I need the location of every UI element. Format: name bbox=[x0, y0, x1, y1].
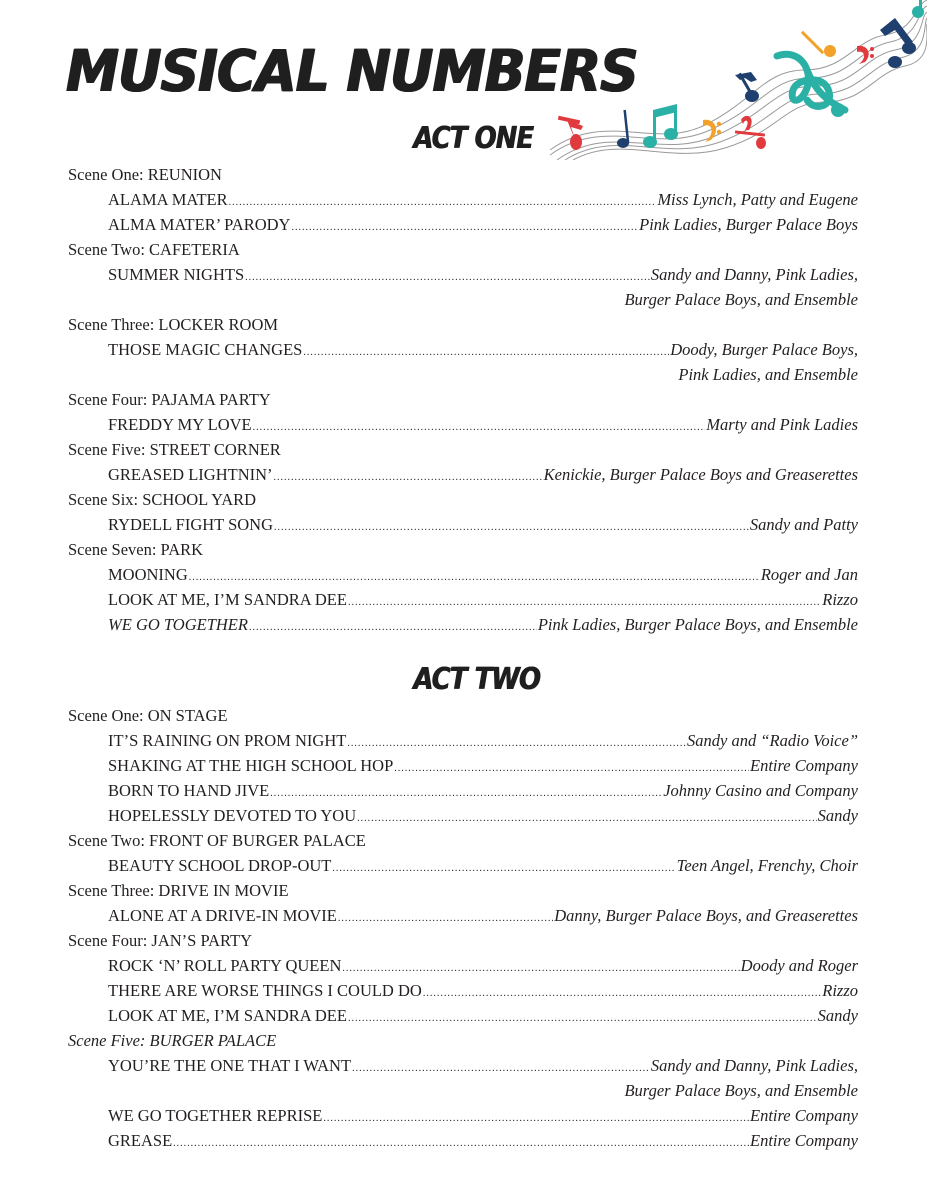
song-performers: Entire Company bbox=[750, 756, 858, 775]
song-title: LOOK AT ME, I’M SANDRA DEE bbox=[108, 590, 347, 609]
dot-leader bbox=[348, 1006, 817, 1031]
dot-leader bbox=[347, 731, 686, 756]
song-row bbox=[68, 1003, 858, 1028]
page-title: MUSICAL NUMBERS bbox=[66, 37, 638, 105]
song-performers: Rizzo bbox=[822, 590, 858, 609]
song-performers: Teen Angel, Frenchy, Choir bbox=[676, 856, 858, 875]
scene-heading: Scene One: REUNION bbox=[68, 165, 222, 184]
act-one-list bbox=[68, 162, 858, 637]
song-title: FREDDY MY LOVE bbox=[108, 415, 252, 434]
song-performers: Marty and Pink Ladies bbox=[706, 415, 858, 434]
scene-heading: Scene Two: CAFETERIA bbox=[68, 240, 240, 259]
scene-heading: Scene Two: FRONT OF BURGER PALACE bbox=[68, 831, 366, 850]
song-title: MOONING bbox=[108, 565, 188, 584]
song-title: GREASE bbox=[108, 1131, 173, 1150]
red-note-icon bbox=[558, 116, 583, 150]
song-title: THOSE MAGIC CHANGES bbox=[108, 340, 303, 359]
scene-heading: Scene One: ON STAGE bbox=[68, 706, 228, 725]
song-title: RYDELL FIGHT SONG bbox=[108, 515, 274, 534]
song-row bbox=[68, 212, 858, 237]
song-row bbox=[68, 612, 858, 637]
song-row bbox=[68, 728, 858, 753]
song-performers: Pink Ladies, Burger Palace Boys, and Ensemble bbox=[537, 615, 858, 634]
song-performers: Doody and Roger bbox=[740, 956, 858, 975]
scene-heading: Scene Five: STREET CORNER bbox=[68, 440, 281, 459]
song-performers: Johnny Casino and Company bbox=[663, 781, 858, 800]
act-two-list bbox=[68, 703, 858, 1153]
song-title: ROCK ‘N’ ROLL PARTY QUEEN bbox=[108, 956, 342, 975]
song-row bbox=[68, 853, 858, 878]
song-performers: Sandy and Danny, Pink Ladies, bbox=[650, 1056, 858, 1075]
scene-heading: Scene Four: JAN’S PARTY bbox=[68, 931, 253, 950]
dot-leader bbox=[249, 615, 537, 640]
song-row bbox=[68, 512, 858, 537]
song-performers: Miss Lynch, Patty and Eugene bbox=[657, 190, 858, 209]
song-performers: Sandy and Patty bbox=[749, 515, 858, 534]
song-row bbox=[68, 562, 858, 587]
song-row bbox=[68, 262, 858, 287]
scene-heading: Scene Three: LOCKER ROOM bbox=[68, 315, 279, 334]
song-performers: Kenickie, Burger Palace Boys and Greaserettes bbox=[543, 465, 858, 484]
music-notes-staff-icon bbox=[545, 0, 927, 160]
song-performers: Entire Company bbox=[750, 1106, 858, 1125]
dot-leader bbox=[303, 340, 669, 365]
song-performers-continued: Pink Ladies, and Ensemble bbox=[678, 365, 858, 384]
song-title: BORN TO HAND JIVE bbox=[108, 781, 270, 800]
dot-leader bbox=[229, 190, 657, 215]
scene-heading: Scene Seven: PARK bbox=[68, 540, 204, 559]
scene-heading: Scene Four: PAJAMA PARTY bbox=[68, 390, 271, 409]
song-title: YOU’RE THE ONE THAT I WANT bbox=[108, 1056, 352, 1075]
song-row bbox=[68, 1103, 858, 1128]
dot-leader bbox=[173, 1131, 749, 1156]
dot-leader bbox=[423, 981, 821, 1006]
song-row bbox=[68, 953, 858, 978]
song-row bbox=[68, 753, 858, 778]
dot-leader bbox=[332, 856, 675, 881]
dot-leader bbox=[352, 1056, 650, 1081]
song-title: ALMA MATER’ PARODY bbox=[108, 215, 291, 234]
song-title: ALONE AT A DRIVE-IN MOVIE bbox=[108, 906, 337, 925]
act-one-heading: ACT ONE bbox=[413, 121, 533, 156]
dot-leader bbox=[274, 515, 749, 540]
song-performers-continued: Burger Palace Boys, and Ensemble bbox=[624, 1081, 858, 1100]
song-row bbox=[68, 587, 858, 612]
song-performers: Sandy bbox=[817, 806, 858, 825]
song-title: ALAMA MATER bbox=[108, 190, 228, 209]
song-performers: Danny, Burger Palace Boys, and Greaserettes bbox=[554, 906, 858, 925]
song-performers: Doody, Burger Palace Boys, bbox=[670, 340, 858, 359]
song-row bbox=[68, 778, 858, 803]
song-row bbox=[68, 978, 858, 1003]
dot-leader bbox=[253, 415, 706, 440]
song-title: BEAUTY SCHOOL DROP-OUT bbox=[108, 856, 332, 875]
song-performers: Pink Ladies, Burger Palace Boys bbox=[639, 215, 858, 234]
song-row bbox=[68, 412, 858, 437]
song-row bbox=[68, 337, 858, 362]
song-title: THERE ARE WORSE THINGS I COULD DO bbox=[108, 981, 422, 1000]
song-title: IT’S RAINING ON PROM NIGHT bbox=[108, 731, 347, 750]
song-performers: Sandy and “Radio Voice” bbox=[687, 731, 858, 750]
scene-heading: Scene Three: DRIVE IN MOVIE bbox=[68, 881, 289, 900]
song-row bbox=[68, 803, 858, 828]
song-row bbox=[68, 462, 858, 487]
song-row bbox=[68, 187, 858, 212]
song-title: SHAKING AT THE HIGH SCHOOL HOP bbox=[108, 756, 394, 775]
song-performers: Entire Company bbox=[750, 1131, 858, 1150]
dot-leader bbox=[357, 806, 817, 831]
song-performers: Roger and Jan bbox=[760, 565, 858, 584]
act-two-heading: ACT TWO bbox=[413, 662, 540, 697]
dot-leader bbox=[274, 465, 543, 490]
scene-heading: Scene Six: SCHOOL YARD bbox=[68, 490, 257, 509]
dot-leader bbox=[323, 1106, 749, 1131]
dot-leader bbox=[338, 906, 553, 931]
song-performers: Sandy and Danny, Pink Ladies, bbox=[650, 265, 858, 284]
song-performers: Sandy bbox=[817, 1006, 858, 1025]
song-row bbox=[68, 1128, 858, 1153]
scene-heading: Scene Five: BURGER PALACE bbox=[68, 1031, 277, 1050]
song-row bbox=[68, 1053, 858, 1078]
song-performers: Rizzo bbox=[822, 981, 858, 1000]
dot-leader bbox=[245, 265, 650, 290]
song-row bbox=[68, 903, 858, 928]
song-title: WE GO TOGETHER bbox=[108, 615, 248, 634]
song-title: HOPELESSLY DEVOTED TO YOU bbox=[108, 806, 357, 825]
song-title: SUMMER NIGHTS bbox=[108, 265, 245, 284]
song-title: LOOK AT ME, I’M SANDRA DEE bbox=[108, 1006, 347, 1025]
dot-leader bbox=[291, 215, 638, 240]
song-title: WE GO TOGETHER REPRISE bbox=[108, 1106, 323, 1125]
song-title: GREASED LIGHTNIN’ bbox=[108, 465, 273, 484]
song-performers-continued: Burger Palace Boys, and Ensemble bbox=[624, 290, 858, 309]
